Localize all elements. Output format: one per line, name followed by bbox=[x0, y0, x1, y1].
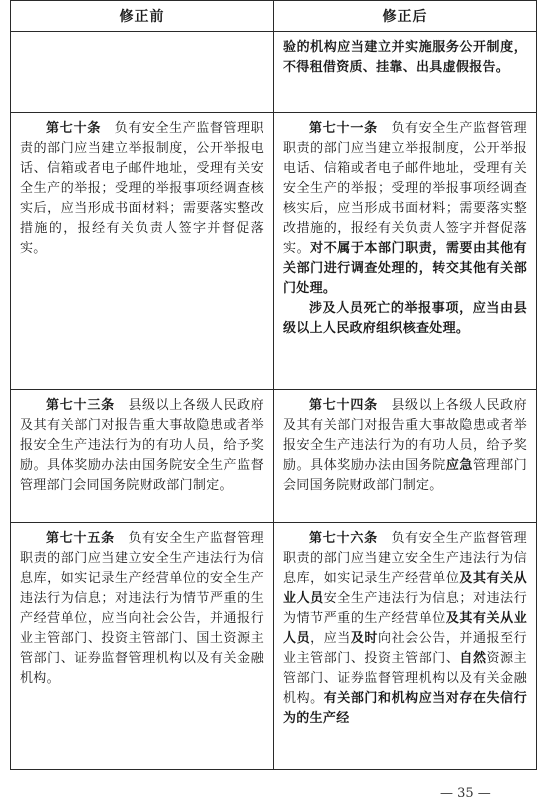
table-row bbox=[11, 523, 537, 770]
article-paragraph bbox=[283, 119, 527, 299]
cell-before bbox=[11, 113, 274, 390]
cell-before-empty bbox=[11, 32, 274, 113]
article-number: 第七十五条 bbox=[46, 531, 115, 546]
added-text: 及其有关从业人员 bbox=[283, 571, 527, 606]
article-text: 安全生产违法行为信息；对违法行为情节严重的生产经营单位 bbox=[283, 591, 527, 626]
article-number: 第七十条 bbox=[46, 121, 102, 136]
added-text: 应急 bbox=[445, 458, 473, 473]
article-number: 第七十六条 bbox=[309, 531, 378, 546]
table-row bbox=[11, 390, 537, 523]
article-paragraph bbox=[20, 396, 264, 496]
article-text: 负有安全生产监督管理职责的部门应当建立安全生产违法行为信息库，如实记录生产经营单位的安全生产违法行为信息；对违法行为情节严重的生产经营单位，应当向社会公告，并通报行业主管部门、投资主管部门、国土资源主管部门、证券监督管理机构以及有关金融机构。 bbox=[20, 531, 264, 686]
cell-after bbox=[274, 113, 537, 390]
cell-before bbox=[11, 390, 274, 523]
cell-before bbox=[11, 523, 274, 770]
article-number: 第七十三条 bbox=[46, 398, 115, 413]
article-paragraph bbox=[283, 529, 527, 729]
cell-after bbox=[274, 390, 537, 523]
comparison-table bbox=[10, 0, 537, 770]
added-text: 及其有关从业人员 bbox=[283, 611, 527, 646]
continued-text: 验的机构应当建立并实施服务公开制度，不得租借资质、挂靠、出具虚假报告。 bbox=[283, 40, 527, 75]
article-number: 第七十四条 bbox=[309, 398, 378, 413]
cell-after bbox=[274, 32, 537, 113]
added-text: 自然 bbox=[459, 651, 487, 666]
article-text: 负有安全生产监督管理职责的部门应当建立安全生产违法行为信息库，如实记录生产经营单位 bbox=[283, 531, 527, 586]
article-text: ，应当 bbox=[310, 631, 351, 646]
article-text: 负有安全生产监督管理职责的部门应当建立举报制度，公开举报电话、信箱或者电子邮件地址，受理有关安全生产的举报；受理的举报事项经调查核实后，应当形成书面材料；需要落实整改措施的，报经有关负责人签字并督促落实。 bbox=[283, 121, 527, 256]
article-paragraph bbox=[283, 396, 527, 496]
table-header-row bbox=[11, 1, 537, 32]
article-text: 负有安全生产监督管理职责的部门应当建立举报制度，公开举报电话、信箱或者电子邮件地址，受理有关安全生产的举报；受理的举报事项经调查核实后，应当形成书面材料；需要落实整改措施的，报经有关负责人签字并督促落实。 bbox=[20, 121, 264, 256]
table-row bbox=[11, 32, 537, 113]
article-text: 向社会公告，并通报至行业主管部门、投资主管部门、 bbox=[283, 631, 527, 666]
cell-after bbox=[274, 523, 537, 770]
article-number: 第七十一条 bbox=[309, 121, 378, 136]
table-row bbox=[11, 113, 537, 390]
header-after: 修正后 bbox=[274, 1, 537, 32]
article-text: 县级以上各级人民政府及其有关部门对报告重大事故隐患或者举报安全生产违法行为的有功人员，给予奖励。具体奖励办法由国务院 bbox=[283, 398, 527, 473]
article-text: 县级以上各级人民政府及其有关部门对报告重大事故隐患或者举报安全生产违法行为的有功人员，给予奖励。具体奖励办法由国务院安全生产监督管理部门会同国务院财政部门制定。 bbox=[20, 398, 264, 493]
document-page bbox=[10, 0, 537, 770]
article-paragraph bbox=[20, 529, 264, 689]
article-text: 资源主管部门、证券监督管理机构以及有关金融机构。 bbox=[283, 651, 527, 706]
added-text: 对不属于本部门职责，需要由其他有关部门进行调查处理的，转交其他有关部门处理。 bbox=[283, 241, 527, 296]
article-paragraph bbox=[20, 119, 264, 259]
added-text: 及时 bbox=[350, 631, 378, 646]
added-paragraph: 涉及人员死亡的举报事项，应当由县级以上人民政府组织核查处理。 bbox=[283, 301, 527, 336]
added-text: 有关部门和机构应当对存在失信行为的生产经 bbox=[283, 691, 527, 726]
page-number: — 35 — bbox=[440, 786, 491, 801]
header-before: 修正前 bbox=[11, 1, 274, 32]
article-text: 管理部门会同国务院财政部门制定。 bbox=[283, 458, 527, 493]
